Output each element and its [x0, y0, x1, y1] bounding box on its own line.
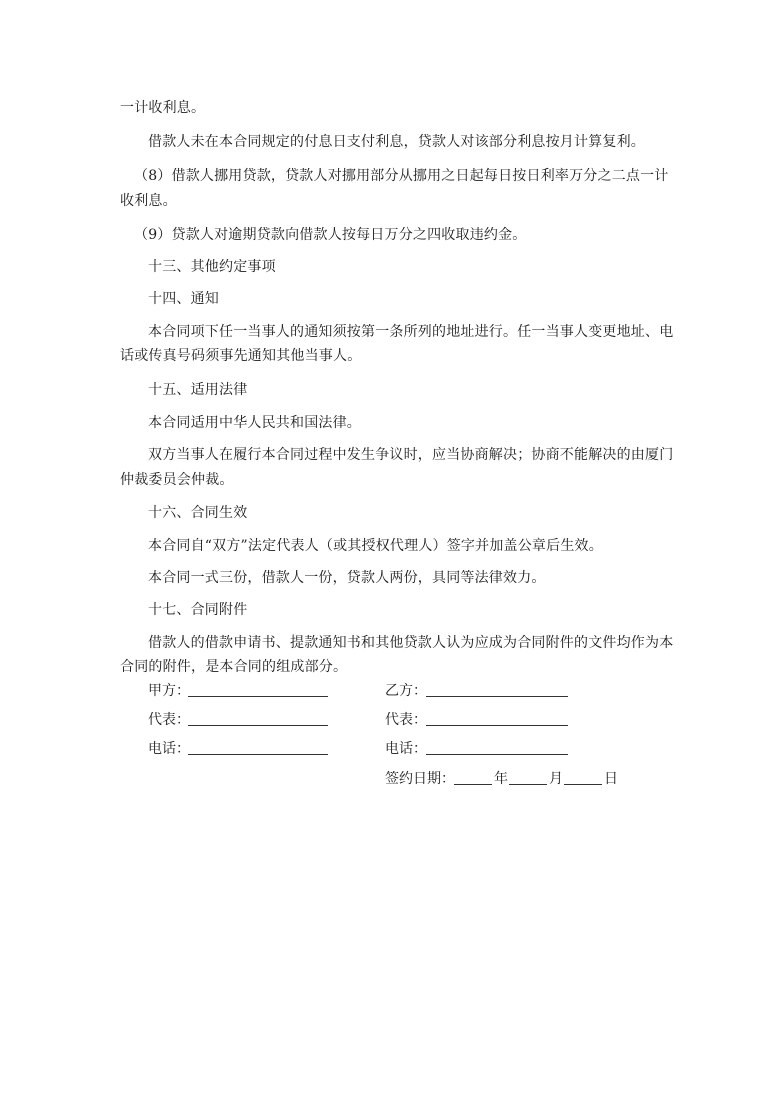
paragraph-line: （8）借款人挪用贷款，贷款人对挪用部分从挪用之日起每日按日利率万分之二点一计 [134, 168, 669, 184]
signing-date-label: 签约日期： [385, 771, 455, 787]
rep-b-label: 代表： [385, 712, 427, 728]
tel-a-label: 电话： [148, 741, 190, 757]
paragraph-line: 一计收利息。 [120, 100, 206, 116]
party-a-blank[interactable] [188, 682, 328, 697]
paragraph-line: 合同的附件，是本合同的组成部分。 [120, 659, 348, 675]
rep-a-blank[interactable] [188, 711, 328, 726]
paragraph-line: （9）贷款人对逾期贷款向借款人按每日万分之四收取违约金。 [134, 227, 527, 243]
tel-b-label: 电话： [385, 741, 427, 757]
month-blank[interactable] [509, 770, 547, 785]
section-heading: 十三、其他约定事项 [148, 259, 276, 275]
paragraph-line: 借款人未在本合同规定的付息日支付利息，贷款人对该部分利息按月计算复利。 [148, 134, 645, 150]
rep-b-blank[interactable] [426, 711, 568, 726]
year-label: 年 [494, 771, 508, 787]
paragraph-line: 本合同自“双方”法定代表人（或其授权代理人）签字并加盖公章后生效。 [148, 538, 603, 554]
day-blank[interactable] [564, 770, 602, 785]
month-label: 月 [549, 771, 563, 787]
party-b-label: 乙方： [385, 683, 427, 699]
section-heading: 十六、合同生效 [148, 505, 248, 521]
paragraph-line: 借款人的借款申请书、提款通知书和其他贷款人认为应成为合同附件的文件均作为本 [148, 635, 674, 651]
paragraph-line: 话或传真号码须事先通知其他当事人。 [120, 348, 362, 364]
rep-a-label: 代表： [148, 712, 190, 728]
day-label: 日 [604, 771, 618, 787]
paragraph-line: 本合同适用中华人民共和国法律。 [148, 415, 361, 431]
paragraph-line: 本合同一式三份，借款人一份，贷款人两份，具同等法律效力。 [148, 570, 546, 586]
paragraph-line: 本合同项下任一当事人的通知须按第一条所列的地址进行。任一当事人变更地址、电 [148, 324, 674, 340]
paragraph-line: 双方当事人在履行本合同过程中发生争议时，应当协商解决；协商不能解决的由厦门 [148, 447, 674, 463]
year-blank[interactable] [454, 770, 492, 785]
party-b-blank[interactable] [426, 682, 568, 697]
party-a-label: 甲方： [148, 683, 190, 699]
section-heading: 十四、通知 [148, 291, 219, 307]
paragraph-line: 收利息。 [120, 193, 177, 209]
paragraph-line: 仲裁委员会仲裁。 [120, 472, 234, 488]
tel-a-blank[interactable] [188, 740, 328, 755]
tel-b-blank[interactable] [426, 740, 568, 755]
section-heading: 十五、适用法律 [148, 382, 248, 398]
section-heading: 十七、合同附件 [148, 602, 248, 618]
